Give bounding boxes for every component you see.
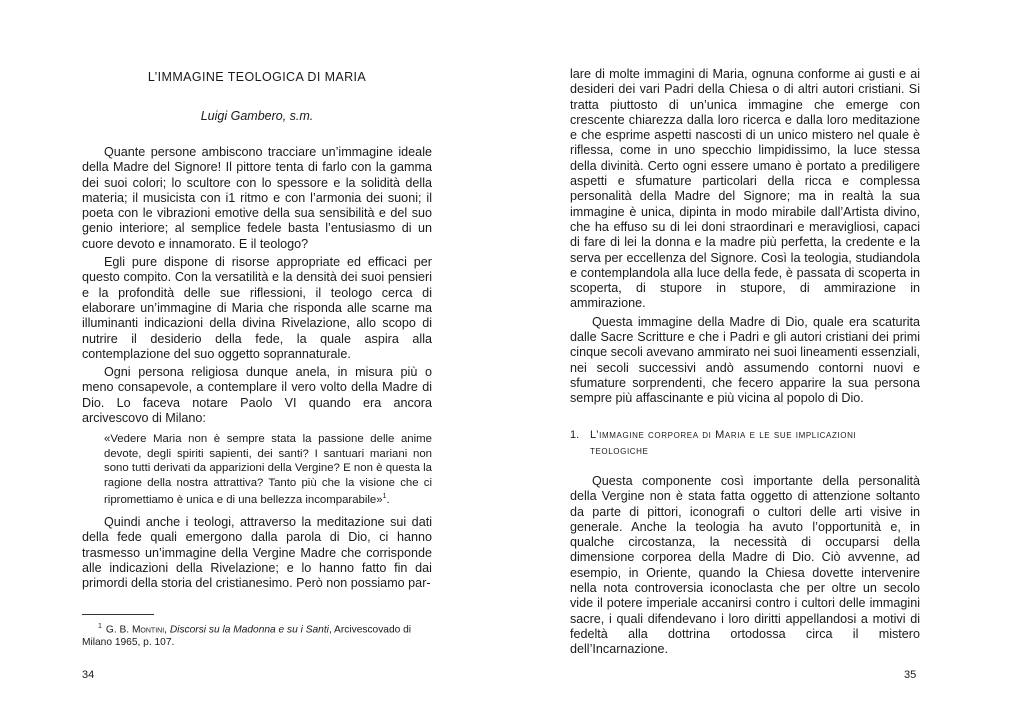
left-body	[82, 145, 432, 592]
section-title-line2: teologiche	[590, 445, 649, 457]
page-number: 35	[904, 669, 917, 681]
footnote-rule	[82, 614, 154, 615]
footnote-number: 1	[98, 623, 102, 630]
paragraph: Ogni persona religiosa dunque anela, in misura più o meno consapevole, a contemplare il vero volto della Madre di Dio. Lo faceva notare Paolo VI quando era ancora arcivescovo di Milano:	[82, 365, 432, 426]
quote-text: «Vedere Maria non è sempre stata la passione delle anime devote, degli spiriti sapienti, dei santi? I santuari mariani non sono tutti derivati da apparizioni della Vergine? E non è questa la ragione della nostra attrattiva? Tanto più che la visione che ci ripromettiamo è unica e di una bellezza incomparabile»	[104, 433, 432, 506]
section-number: 1.	[570, 429, 580, 441]
page-number: 34	[82, 669, 95, 681]
footnote-reference[interactable]: 1	[382, 492, 387, 500]
paragraph: Egli pure dispone di risorse appropriate ed efficaci per questo compito. Con la versatilità e la densità dei suoi pensieri e la profondità delle sue riflessioni, il teologo cerca di elaborare un’immagine di Maria che risponda alle scarne ma illuminanti indicazioni della divina Rivelazione, allo scopo di nutrire il desiderio della fede, la quale aspira alla contemplazione del suo oggetto soprannaturale.	[82, 255, 432, 361]
footnote-author: G. B. Montini	[105, 624, 165, 636]
block-quote: «Vedere Maria non è sempre stata la passione delle anime devote, degli spiriti sapienti, dei santi? I santuari mariani non sono tutti derivati da apparizioni della Vergine? E non è questa la ragione della nostra attrattiva? Tanto più che la visione che ci ripromettiamo è unica e di una bellezza incomparabile»$^1$.	[104, 433, 432, 506]
section-title-line1: L’immagine corporea di Maria e le sue implicazioni	[590, 429, 857, 441]
paragraph: Quante persone ambiscono tracciare un’immagine ideale della Madre del Signore! Il pittore tenta di farlo con la gamma dei suoi colori; lo scultore con lo spessore e la solidità della materia; il musicista con i1 ritmo e con l’armonia dei suoni; il poeta con le vibrazioni emotive della sua sensibilità e del suo genio interiore; al semplice fedele basta l’entusiasmo di un cuore devoto e innamorato. E il teologo?	[82, 145, 432, 251]
paragraph: Quindi anche i teologi, attraverso la meditazione sui dati della fede quali emergono dalla parola di Dio, ci hanno trasmesso un’immagine della Vergine Madre che corrisponde alle indicazioni della Rivelazione; e lo hanno fatto fin dai primordi della storia del cristianesimo. Però non possiamo par-	[82, 515, 432, 591]
paragraph: lare di molte immagini di Maria, ognuna conforme ai gusti e ai desideri dei vari Padri della Chiesa o di altri autori cristiani. Si tratta piuttosto di un’unica immagine che emerge con crescente chiarezza dalla loro ricerca e dalla loro meditazione e che esprime aspetti nascosti di un unico mistero nel quale è riflessa, come in uno specchio limpidissimo, la luce stessa della divinità. Certo ogni essere umano è portato a prediligere aspetti e sfumature particolari della ricca e complessa personalità della Madre del Signore; ma in realtà la sua immagine è unica, dipinta in modo mirabile dall’Artista divino, che ha effuso su di lei doni straordinari e meravigliosi, capaci di fare di lei la donna e la madre più perfetta, la credente e la serva per eccellenza del Signore. Così la teologia, studiandola e contemplandola alla luce della fede, è passata di scoperta in scoperta, di stupore in stupore, di ammirazione in ammirazione.	[570, 67, 920, 311]
paragraph: Questa componente così importante della personalità della Vergine non è stata fatta oggetto di attenzione soltanto da parte di pittori, iconografi o cultori delle arti visive in generale. Anche la teologia ha avuto l’opportunità e, in qualche circostanza, la necessità di occuparsi della dimensione corporea della Madre di Dio. Ciò avvenne, ad esempio, in Oriente, quando la Chiesa dovette intervenire nella nota controversia iconoclasta che per oltre un secolo vide il potere imperiale accanirsi contro i cultori delle immagini sacre, i quali difendevano i loro diritti appellandosi a motivi di fedeltà alla dottrina ortodossa circa il mistero dell’Incarnazione.	[570, 474, 920, 657]
section-heading	[570, 427, 920, 459]
footnote-rest: , Arcivescovado di Milano 1965, p. 107.	[82, 624, 412, 649]
paragraph: Questa immagine della Madre di Dio, quale era scaturita dalle Sacre Scritture e che i Padri e gli autori cristiani dei primi cinque secoli avevano ammirato nei suoi lineamenti essenziali, nei secoli successivi andò assumendo contorni nuovi e sfumature sorprendenti, che fecero apparire la sua persona sempre più affascinante e più vicina al popolo di Dio.	[570, 314, 921, 406]
footnote-title: Discorsi su la Madonna e su i Santi	[169, 624, 329, 636]
right-body	[570, 67, 920, 407]
chapter-title: L’IMMAGINE TEOLOGICA DI MARIA	[147, 70, 367, 84]
right-body-section	[570, 474, 920, 658]
chapter-author: Luigi Gambero, s.m.	[200, 109, 314, 123]
footnote: $^1$ G. B. Montini, Discorsi su la Madonna e su i Santi, Arcivescovado di Milano 1965, p. 107.	[82, 623, 412, 649]
